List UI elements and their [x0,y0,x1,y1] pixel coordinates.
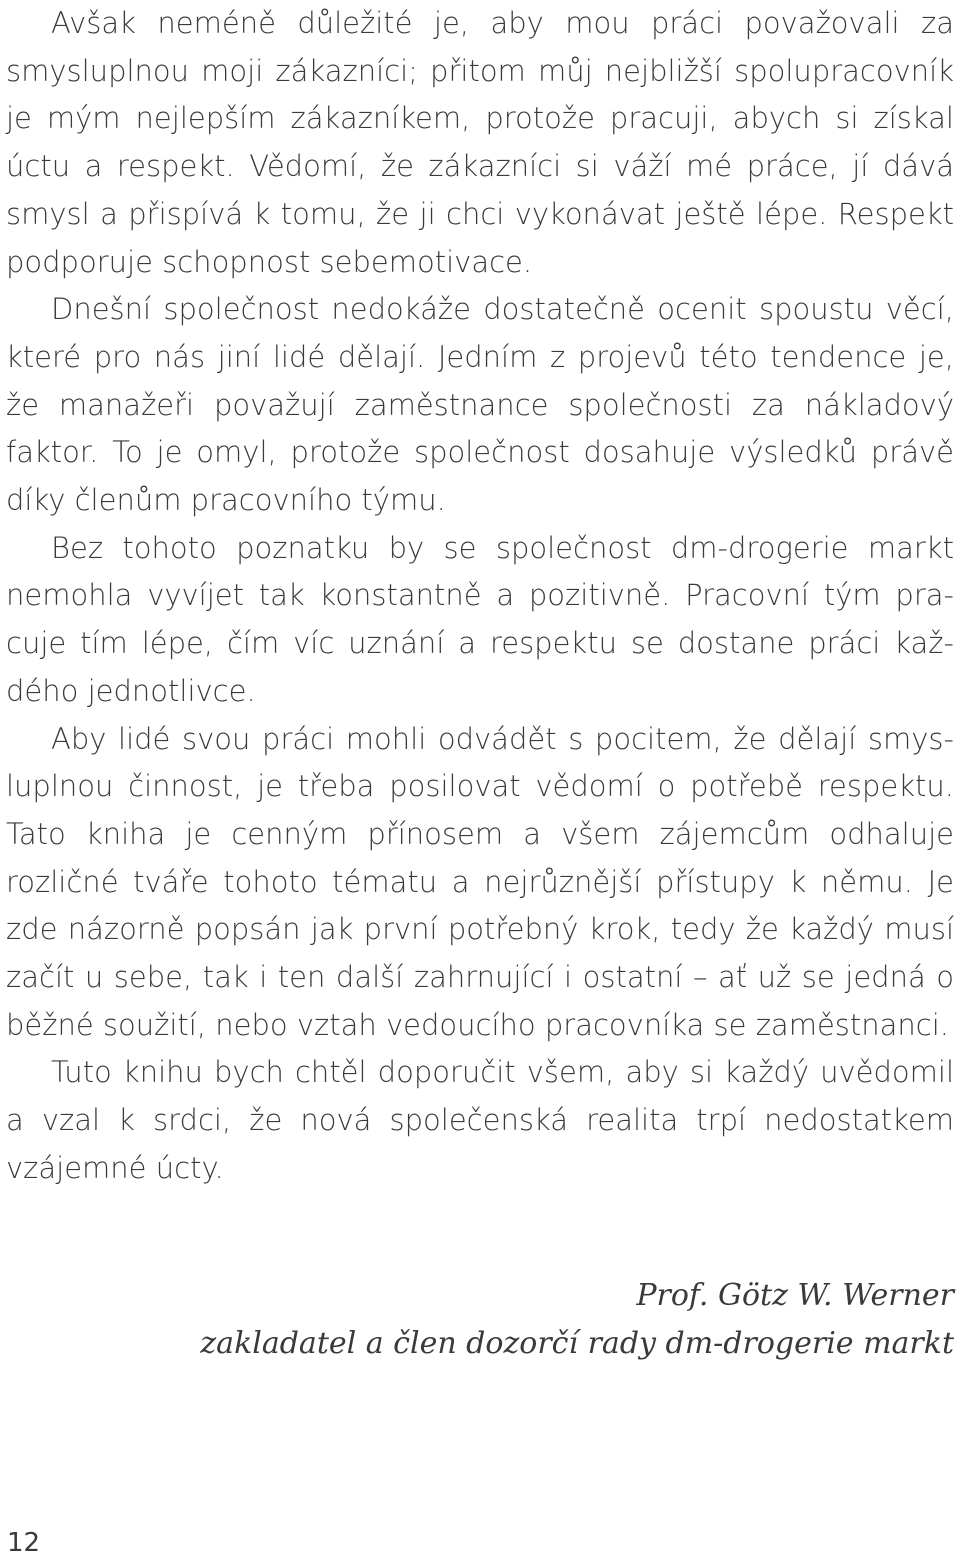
page-number: 12 [7,1528,41,1558]
paragraph-1: Avšak neméně důležité je, aby mou práci považovali za smysluplnou moji zákazníci; přitom můj nejbližší spolupracovník je mým nejlepším zákazníkem, protože pracuji, abych si získal úctu a respekt. Vědomí, že zákazníci si váží mé práce, jí dává smysl a přispívá k tomu, že ji chci vykonávat ještě lépe. Respekt podporuje schopnost sebemotivace. [6,6,954,279]
paragraph-3: Bez tohoto poznatku by se společnost dm-drogerie markt nemohla vyvíjet tak konstantně a pozitivně. Pracovní tým pracuje tím lépe, čím víc uznání a respektu se dostane práci každého jednotlivce. [6,530,954,708]
signature-title: zakladatel a člen dozorčí rady dm-drogerie markt [200,1326,954,1361]
body-text [6,0,954,1193]
signature-name: Prof. Götz W. Werner [636,1278,954,1313]
paragraph-4: Aby lidé svou práci mohli odvádět s pocitem, že dělají smysluplnou činnost, je třeba posilovat vědomí o potřebě respektu. Tato kniha je cenným přínosem a všem zájemcům odhaluje rozličné tváře tohoto tématu a nejrůznější přístupy k němu. Je zde názorně popsán jak první potřebný krok, tedy že každý musí začít u sebe, tak i ten další zahrnující i ostatní – ať už se jedná o běžné soužití, nebo vztah vedoucího pracovníka se zaměstnanci. [6,721,954,1042]
paragraph-2: Dnešní společnost nedokáže dostatečně ocenit spoustu věcí, které pro nás jiní lidé dělají. Jedním z projevů této tendence je, že manažeři považují zaměstnance společnosti za nákladový faktor. To je omyl, protože společnost dosahuje výsledků právě díky členům pracovního týmu. [6,292,954,518]
paragraph-5: Tuto knihu bych chtěl doporučit všem, aby si každý uvědomil a vzal k srdci, že nová společenská realita trpí nedostatkem vzájemné úcty. [6,1055,954,1185]
